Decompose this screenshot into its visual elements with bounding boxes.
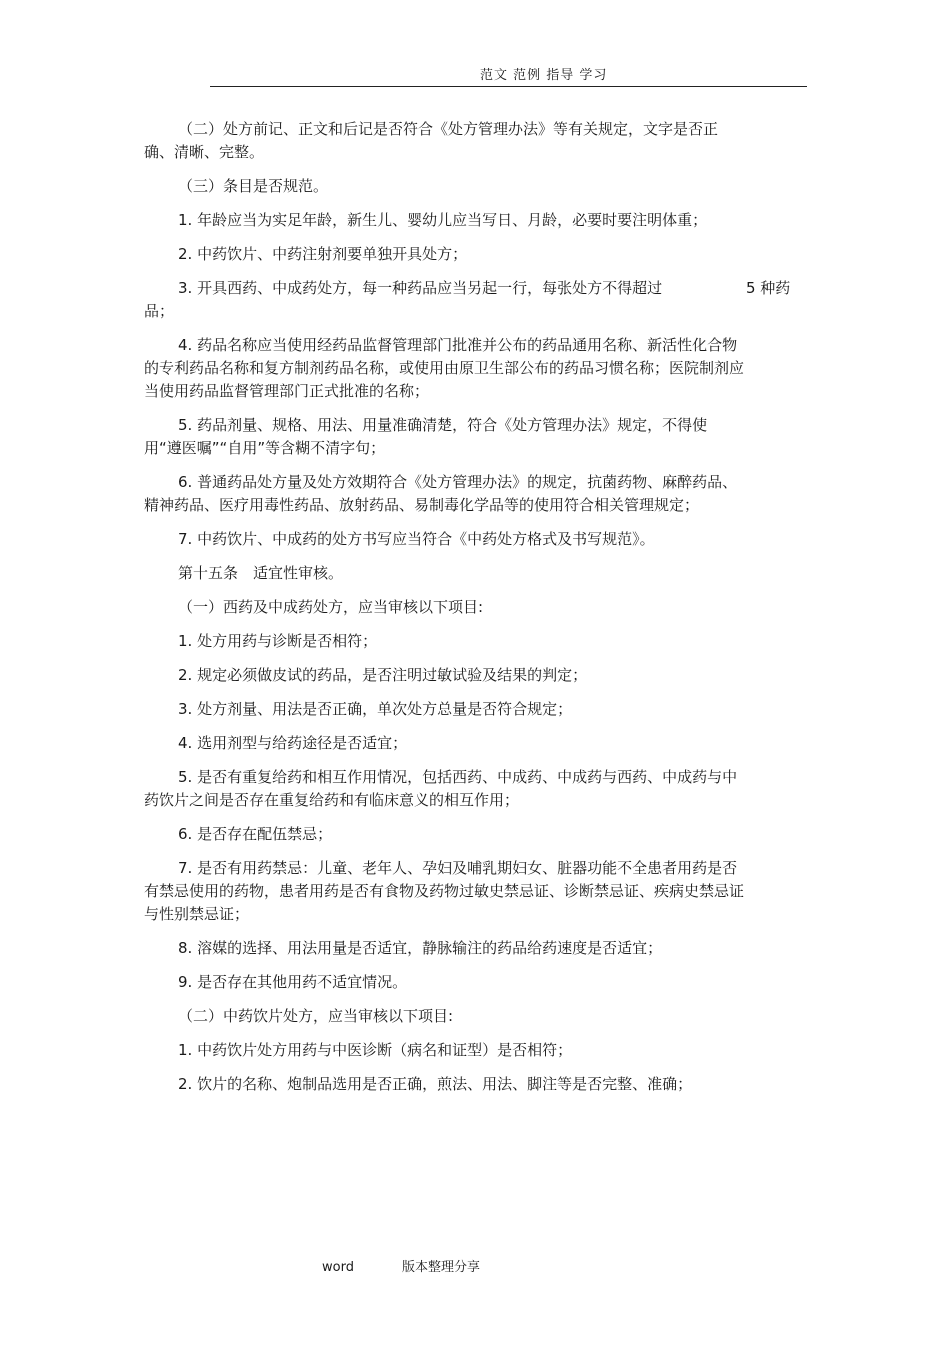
paragraph: （三）条目是否规范。: [178, 177, 329, 195]
paragraph-item3-tail: 品；: [144, 302, 175, 320]
paragraph: 4. 药品名称应当使用经药品监督管理部门批准并公布的药品通用名称、新活性化合物的专利药品名称和复方制剂药品名称，或使用由原卫生部公布的药品习惯名称；医院制剂应当使用药品监督管理部门正式批准的名称；: [144, 336, 745, 400]
paragraph: 1. 年龄应当为实足年龄，新生儿、婴幼儿应当写日、月龄，必要时要注明体重；: [178, 211, 708, 229]
paragraph: 7. 是否有用药禁忌：儿童、老年人、孕妇及哺乳期妇女、脏器功能不全患者用药是否有禁忌使用的药物，患者用药是否有食物及药物过敏史禁忌证、诊断禁忌证、疾病史禁忌证与性别禁忌证；: [144, 859, 745, 923]
article-heading: 第十五条 适宜性审核。: [178, 564, 344, 582]
page-header: [210, 62, 807, 87]
paragraph: （二）处方前记、正文和后记是否符合《处方管理办法》等有关规定，文字是否正确、清晰、完整。: [144, 120, 719, 161]
paragraph: 2. 饮片的名称、炮制品选用是否正确，煎法、用法、脚注等是否完整、准确；: [178, 1075, 693, 1093]
paragraph: （二）中药饮片处方，应当审核以下项目:: [178, 1007, 454, 1025]
paragraph: 1. 中药饮片处方用药与中医诊断（病名和证型）是否相符；: [178, 1041, 573, 1059]
paragraph: 5. 药品剂量、规格、用法、用量准确清楚，符合《处方管理办法》规定，不得使用“遵医嘱”“自用”等含糊不清字句；: [144, 416, 708, 457]
paragraph: 7. 中药饮片、中成药的处方书写应当符合《中药处方格式及书写规范》。: [178, 530, 655, 548]
paragraph: 1. 处方用药与诊断是否相符；: [178, 632, 378, 650]
footer-word: word: [322, 1260, 354, 1275]
paragraph: 5. 是否有重复给药和相互作用情况，包括西药、中成药、中成药与西药、中成药与中药饮片之间是否存在重复给药和有临床意义的相互作用；: [144, 768, 738, 809]
paragraph: 6. 是否存在配伍禁忌；: [178, 825, 333, 843]
paragraph-item3: [144, 277, 791, 323]
paragraph: 4. 选用剂型与给药途径是否适宜；: [178, 734, 408, 752]
paragraph: （一）西药及中成药处方，应当审核以下项目:: [178, 598, 484, 616]
header-text: 范文 范例 指导 学习: [480, 68, 608, 83]
paragraph-item3-right: 5 种药: [746, 279, 791, 297]
paragraph: 2. 规定必须做皮试的药品，是否注明过敏试验及结果的判定；: [178, 666, 588, 684]
paragraph: 3. 处方剂量、用法是否正确，单次处方总量是否符合规定；: [178, 700, 573, 718]
page-footer: [322, 1256, 480, 1275]
footer-text: 版本整理分享: [401, 1260, 480, 1275]
paragraph: 9. 是否存在其他用药不适宜情况。: [178, 973, 408, 991]
paragraph: 6. 普通药品处方量及处方效期符合《处方管理办法》的规定，抗菌药物、麻醉药品、精神药品、医疗用毒性药品、放射药品、易制毒化学品等的使用符合相关管理规定；: [144, 473, 738, 514]
paragraph: 8. 溶媒的选择、用法用量是否适宜，静脉输注的药品给药速度是否适宜；: [178, 939, 663, 957]
paragraph: 2. 中药饮片、中药注射剂要单独开具处方；: [178, 245, 468, 263]
paragraph-item3-line: 3. 开具西药、中成药处方，每一种药品应当另起一行，每张处方不得超过: [178, 279, 663, 297]
document-body: [144, 118, 791, 1096]
